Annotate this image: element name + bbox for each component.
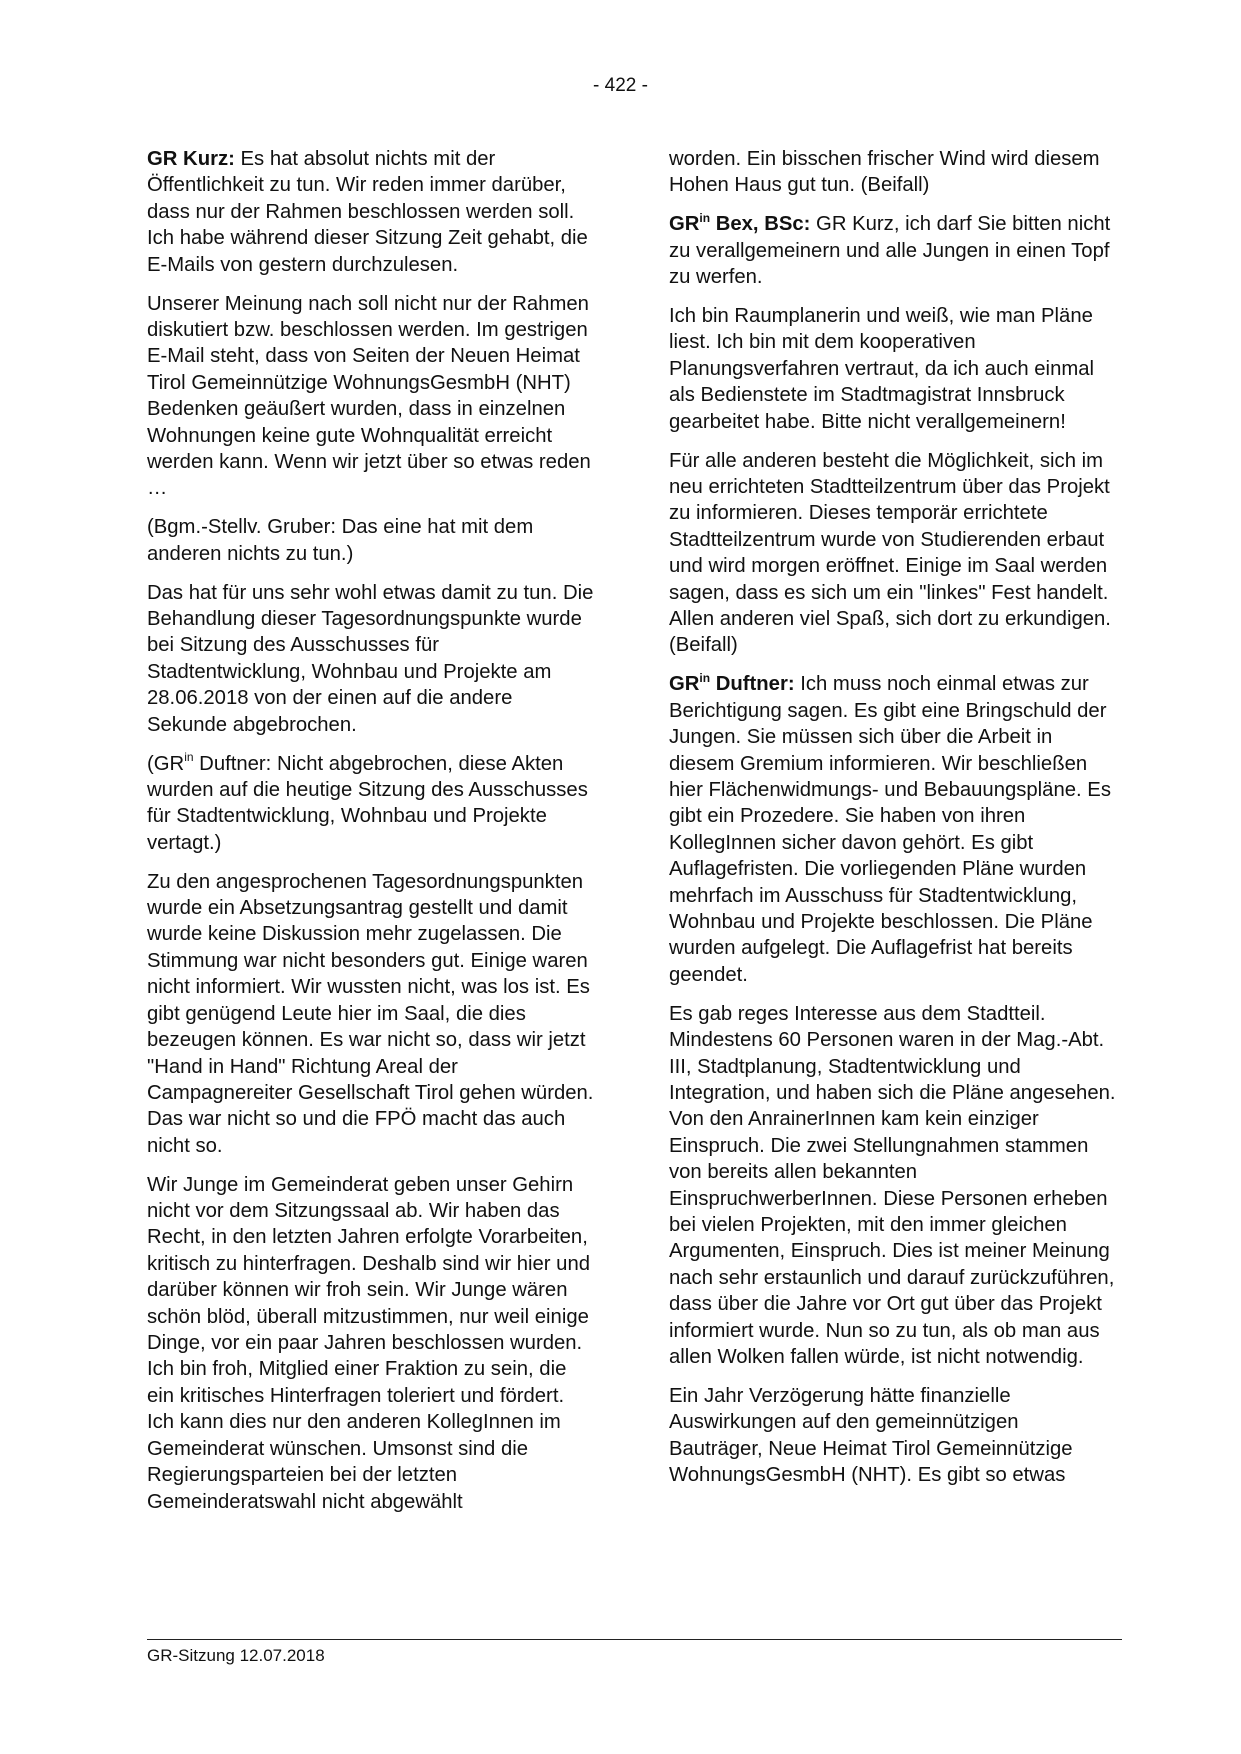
interjection-prefix: (GR (147, 752, 185, 775)
paragraph-text: Ich muss noch einmal etwas zur Berichtigung sagen. Es gibt eine Bringschuld der Jungen. Sie müssen sich über die Arbeit in diesem Gremium informieren. Wir beschließen hier Flächenwidmungs- und Bebauungspläne. Es gibt ein Prozedere. Sie haben von ihren KollegInnen sicher davon gehört. Es gibt Auflagefristen. Die vorliegenden Pläne wurden mehrfach im Ausschuss für Stadtentwicklung, Wohnbau und Projekte beschlossen. Die Pläne wurden aufgelegt. Die Auflagefrist hat bereits geendet. (669, 673, 1111, 986)
paragraph: Zu den angesprochenen Tagesordnungspunkten wurde ein Absetzungsantrag gestellt und damit wurde keine Diskussion mehr zugelassen. Die Stimmung war nicht besonders gut. Einige waren nicht informiert. Wir wussten nicht, was los ist. Es gibt genügend Leute hier im Saal, die dies bezeugen können. Es war nicht so, dass wir jetzt "Hand in Hand" Richtung Areal der Campagnereiter Gesellschaft Tirol gehen würden. Das war nicht so und die FPÖ macht das auch nicht so. (147, 870, 594, 1157)
superscript: in (699, 670, 711, 685)
superscript: in (699, 210, 711, 225)
speaker-name (669, 670, 795, 696)
right-column (669, 146, 1117, 1501)
paragraph (669, 671, 1117, 988)
paragraph-text: Es hat absolut nichts mit der Öffentlichkeit zu tun. Wir reden immer darüber, dass nur der Rahmen beschlossen werden soll. Ich habe während dieser Sitzung Zeit gehabt, die E-Mails von gestern durchzulesen. (147, 148, 588, 276)
paragraph: worden. Ein bisschen frischer Wind wird diesem Hohen Haus gut tun. (Beifall) (669, 148, 1100, 197)
footer-session-date: GR-Sitzung 12.07.2018 (147, 1646, 325, 1665)
superscript: in (184, 749, 194, 764)
speaker-suffix: Bex, BSc: (710, 213, 811, 236)
paragraph: Unserer Meinung nach soll nicht nur der Rahmen diskutiert bzw. beschlossen werden. Im gestrigen E-Mail steht, dass von Seiten der Neuen Heimat Tirol Gemeinnützige WohnungsGesmbH (NHT) Bedenken geäußert wurden, dass in einzelnen Wohnungen keine gute Wohnqualität erreicht werden kann. Wenn wir jetzt über so etwas reden … (147, 292, 591, 500)
footer-divider (147, 1639, 1122, 1640)
speaker-prefix: GR (669, 673, 700, 696)
interjection (147, 751, 595, 857)
speaker-suffix: Duftner: (710, 673, 795, 696)
speaker-prefix: GR (669, 213, 700, 236)
paragraph (669, 211, 1117, 290)
speaker-name (669, 210, 811, 236)
paragraph: Für alle anderen besteht die Möglichkeit, sich im neu errichteten Stadtteilzentrum über das Projekt zu informieren. Dieses temporär errichtete Stadtteilzentrum wurde von Studierenden erbaut und wird morgen eröffnet. Einige im Saal werden sagen, dass es sich um ein "linkes" Fest handelt. Allen anderen viel Spaß, sich dort zu erkundigen. (Beifall) (669, 449, 1111, 657)
page-number: - 422 - (593, 75, 648, 96)
interjection-text: Duftner: Nicht abgebrochen, diese Akten wurden auf die heutige Sitzung des Ausschusses für Stadtentwicklung, Wohnbau und Projekte vertagt.) (147, 752, 588, 854)
paragraph: Wir Junge im Gemeinderat geben unser Gehirn nicht vor dem Sitzungssaal ab. Wir haben das Recht, in den letzten Jahren erfolgte Vorarbeiten, kritisch zu hinterfragen. Deshalb sind wir hier und darüber können wir froh sein. Wir Junge wären schön blöd, überall mitzustimmen, nur weil einige Dinge, vor ein paar Jahren beschlossen wurden. Ich bin froh, Mitglied einer Fraktion zu sein, die ein kritisches Hinterfragen toleriert und fördert. Ich kann dies nur den anderen KollegInnen im Gemeinderat wünschen. Umsonst sind die Regierungsparteien bei der letzten Gemeinderatswahl nicht abgewählt (147, 1173, 591, 1513)
interjection: (Bgm.-Stellv. Gruber: Das eine hat mit dem anderen nichts zu tun.) (147, 516, 534, 565)
paragraph: Ich bin Raumplanerin und weiß, wie man Pläne liest. Ich bin mit dem kooperativen Planungsverfahren vertraut, da ich auch einmal als Bedienstete im Stadtmagistrat Innsbruck gearbeitet habe. Bitte nicht verallgemeinern! (669, 305, 1095, 433)
paragraph (147, 146, 595, 278)
paragraph: Es gab reges Interesse aus dem Stadtteil. Mindestens 60 Personen waren in der Mag.-Abt. III, Stadtplanung, Stadtentwicklung und Integration, und haben sich die Pläne angesehen. Von den AnrainerInnen kam kein einziger Einspruch. Die zwei Stellungnahmen stammen von bereits allen bekannten EinspruchwerberInnen. Diese Personen erheben bei vielen Projekten, mit den immer gleichen Argumenten, Einspruch. Dies ist meiner Meinung nach sehr erstaunlich und darauf zurückzuführen, dass über die Jahre vor Ort gut über das Projekt informiert wurde. Nun so zu tun, als ob man aus allen Wolken fallen würde, ist nicht notwendig. (669, 1002, 1116, 1368)
paragraph: Ein Jahr Verzögerung hätte finanzielle Auswirkungen auf den gemeinnützigen Bauträger, Neue Heimat Tirol Gemeinnützige WohnungsGesmbH (NHT). Es gibt so etwas (669, 1384, 1073, 1487)
paragraph-text: GR Kurz, ich darf Sie bitten nicht zu verallgemeinern und alle Jungen in einen Topf zu werfen. (669, 213, 1111, 289)
left-column (147, 146, 595, 1527)
speaker-name: GR Kurz: (147, 148, 235, 170)
paragraph: Das hat für uns sehr wohl etwas damit zu tun. Die Behandlung dieser Tagesordnungspunkte wurde bei Sitzung des Ausschusses für Stadtentwicklung, Wohnbau und Projekte am 28.06.2018 von der einen auf die andere Sekunde abgebrochen. (147, 581, 594, 736)
